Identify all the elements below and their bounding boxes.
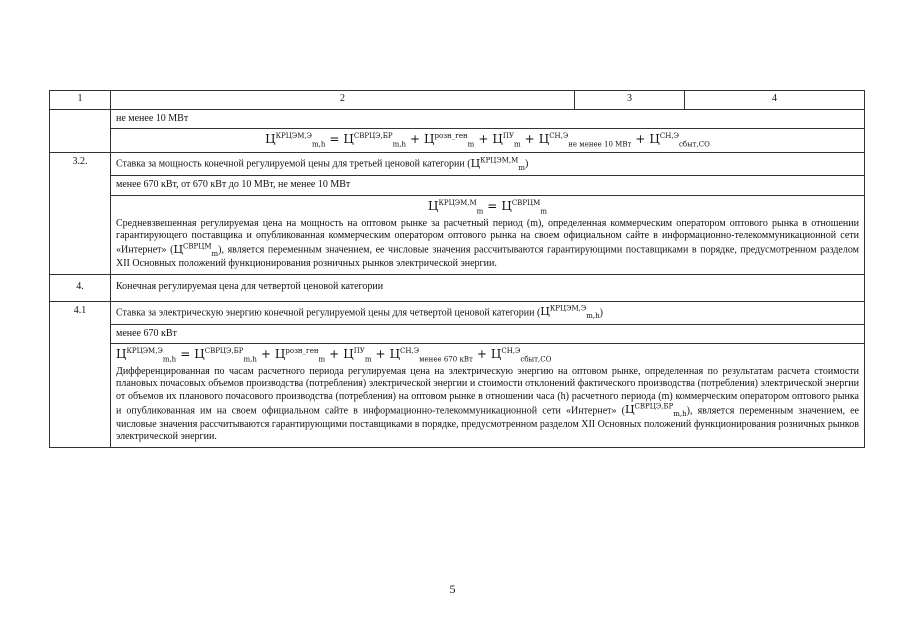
row-text: менее 670 кВт, от 670 кВт до 10 МВт, не менее 10 МВт bbox=[111, 176, 865, 195]
header-col-2: 2 bbox=[111, 91, 575, 110]
formula-description: Средневзвешенная регулируемая цена на мощность на оптовом рынке за расчетный период (m), определенная коммерческим оператором оптового рынка в отношении гарантирующего поставщика и опубликованная коммерческим оператором оптового рынка на своем официальном сайте в информационно-телекоммуникационной сети «Интернет» $(Ц^{СВРЦМ}_m)$, является переменным значением, ее числовые значения рассчитываются гарантирующими поставщиками в порядке, предусмотренном разделом XII Основных положений функционирования розничных рынков электрической энергии. bbox=[116, 217, 859, 270]
table-row bbox=[50, 110, 865, 129]
table-row bbox=[50, 195, 865, 274]
formula-krcem-m: $Ц^{КРЦЭМ,М}_m = Ц^{СВРЦМ}_m$ bbox=[428, 198, 547, 216]
page-number: 5 bbox=[449, 582, 456, 596]
formula-krcem-e-670kw: $Ц^{КРЦЭМ,Э}_{m,h} = Ц^{СВРЦЭ,БР}_{m,h} + Ц^{розн\_ген}_m + Ц^{ПУ}_m + Ц^{СН,Э}_{менее 670 кВт} + Ц^{СН,Э}_{сбыт,СО}$ bbox=[116, 347, 552, 364]
formula-description: Дифференцированная по часам расчетного периода регулируемая цена на электрическую энергию на оптовом рынке, определенная по результатам расчета стоимости плановых почасовых объемов производства (потребления) электрической энергии и стоимости отклонений фактического производства (потребления) электрической энергии от объемов их планового почасового производства (потребления) на оптовом рынке в отношении часа (h) расчетного периода (m) коммерческим оператором оптового рынка и опубликованная им на своем официальном сайте в информационно-телекоммуникационной сети «Интернет» $(Ц^{СВРЦЭ,БР}_{m,h})$, является переменным значением, ее числовые значения рассчитываются гарантирующими поставщиками в порядке, предусмотренном разделом XII Основных положений функционирования розничных рынков электрической энергии. bbox=[116, 366, 859, 443]
row-number: 4.1 bbox=[50, 301, 111, 447]
tariff-table bbox=[49, 90, 865, 448]
table-row bbox=[50, 344, 865, 447]
formula-krcem-e-10mw: $Ц^{КРЦЭМ,Э}_{m,h} = Ц^{СВРЦЭ,БР}_{m,h} + Ц^{розн\_ген}_m + Ц^{ПУ}_m + Ц^{СН,Э}_{не менее 10 МВт} + Ц^{СН,Э}_{сбыт,СО}$ bbox=[265, 132, 710, 149]
row-text: менее 670 кВт bbox=[111, 325, 865, 344]
header-col-1: 1 bbox=[50, 91, 111, 110]
row-number: 4. bbox=[50, 274, 111, 301]
table-row bbox=[50, 176, 865, 195]
table-row bbox=[50, 274, 865, 301]
row-text: не менее 10 МВт bbox=[111, 110, 865, 129]
table-row bbox=[50, 153, 865, 176]
table-row bbox=[50, 325, 865, 344]
row-number: 3.2. bbox=[50, 153, 111, 274]
header-col-4: 4 bbox=[685, 91, 865, 110]
table-row bbox=[50, 129, 865, 153]
row-number bbox=[50, 110, 111, 153]
header-col-3: 3 bbox=[575, 91, 685, 110]
row-text: Ставка за электрическую энергию конечной регулируемой цены для четвертой ценовой категории $(Ц^{КРЦЭМ,Э}_{m,h})$ bbox=[111, 301, 865, 324]
table-header-row bbox=[50, 91, 865, 110]
row-text: Конечная регулируемая цена для четвертой ценовой категории bbox=[111, 274, 865, 301]
table-row bbox=[50, 301, 865, 324]
row-text: Ставка за мощность конечной регулируемой цены для третьей ценовой категории $(Ц^{КРЦЭМ,М}_m)$ bbox=[111, 153, 865, 176]
